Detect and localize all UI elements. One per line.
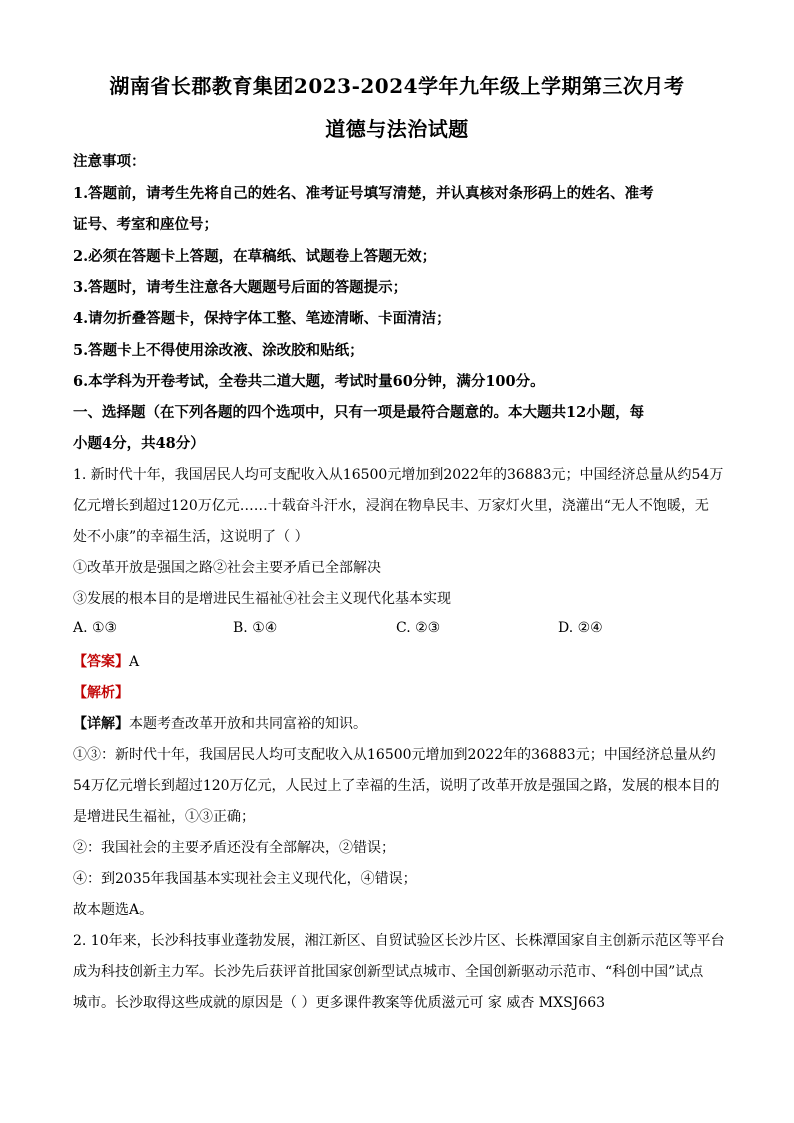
- explanation-line: 54万亿元增长到超过120万亿元，人民过上了幸福的生活，说明了改革开放是强国之路，发展的根本目的: [73, 778, 720, 794]
- option-a: A. ①③: [73, 620, 118, 636]
- explanation-line: 是增进民生福祉，①③正确；: [73, 809, 255, 825]
- question-statement: ①改革开放是强国之路②社会主要矛盾已全部解决: [73, 560, 381, 576]
- question-stem: 亿元增长到超过120万亿元……十载奋斗汗水，浸润在物阜民丰、万家灯火里，浇灌出“无人不饱暖，无: [73, 498, 709, 514]
- notice-item: 1.答题前，请考生先将自己的姓名、准考证号填写清楚，并认真核对条形码上的姓名、准考: [73, 185, 654, 202]
- analysis-line: [73, 682, 723, 702]
- notice-item: 6.本学科为开卷考试，全卷共二道大题，考试时量60分钟，满分100分。: [73, 373, 545, 390]
- notice-item: 2.必须在答题卡上答题，在草稿纸、试题卷上答题无效；: [73, 248, 437, 265]
- question-stem: 城市。长沙取得这些成就的原因是（ ）更多课件教案等优质滋元可 家 威杏 MXSJ663: [73, 995, 606, 1011]
- section-heading: 小题4分，共48分）: [73, 435, 205, 452]
- exam-subtitle: 道德与法治试题: [325, 117, 469, 141]
- question-stem: 处不小康”的幸福生活，这说明了（ ）: [73, 529, 309, 545]
- detail-tag: 【详解】: [73, 716, 129, 732]
- detail-intro: 本题考查改革开放和共同富裕的知识。: [129, 716, 367, 732]
- notice-item: 5.答题卡上不得使用涂改液、涂改胶和贴纸；: [73, 342, 364, 359]
- notice-item: 3.答题时，请考生注意各大题题号后面的答题提示；: [73, 279, 408, 296]
- answer-tag: 【答案】: [73, 654, 129, 670]
- detail-line: [73, 713, 723, 733]
- question-statement: ③发展的根本目的是增进民生福祉④社会主义现代化基本实现: [73, 591, 451, 607]
- option-b: B. ①④: [233, 620, 278, 636]
- explanation-line: ④：到2035年我国基本实现社会主义现代化，④错误；: [73, 871, 417, 887]
- exam-title: 湖南省长郡教育集团2023-2024学年九年级上学期第三次月考: [109, 74, 685, 98]
- notice-item: 证号、考室和座位号；: [73, 216, 218, 233]
- answer-line: [73, 651, 723, 671]
- option-c: C. ②③: [396, 620, 441, 636]
- explanation-line: ②：我国社会的主要矛盾还没有全部解决，②错误；: [73, 840, 395, 856]
- notice-heading: 注意事项：: [73, 153, 146, 170]
- option-d: D. ②④: [558, 620, 603, 636]
- question-stem: 成为科技创新主力军。长沙先后获评首批国家创新型试点城市、全国创新驱动示范市、“科创中国”试点: [73, 964, 704, 980]
- explanation-line: ①③：新时代十年，我国居民人均可支配收入从16500元增加到2022年的36883元；中国经济总量从约: [73, 747, 716, 763]
- question-stem: 1. 新时代十年，我国居民人均可支配收入从16500元增加到2022年的36883元；中国经济总量从约54万: [73, 467, 724, 483]
- section-heading: 一、选择题（在下列各题的四个选项中，只有一项是最符合题意的。本大题共12小题，每: [73, 404, 645, 421]
- explanation-line: 故本题选A。: [73, 902, 154, 918]
- answer-value: A: [129, 654, 140, 670]
- question-stem: 2. 10年来，长沙科技事业蓬勃发展，湘江新区、自贸试验区长沙片区、长株潭国家自主创新示范区等平台: [73, 933, 725, 949]
- notice-item: 4.请勿折叠答题卡，保持字体工整、笔迹清晰、卡面清洁；: [73, 310, 451, 327]
- analysis-tag: 【解析】: [73, 685, 129, 701]
